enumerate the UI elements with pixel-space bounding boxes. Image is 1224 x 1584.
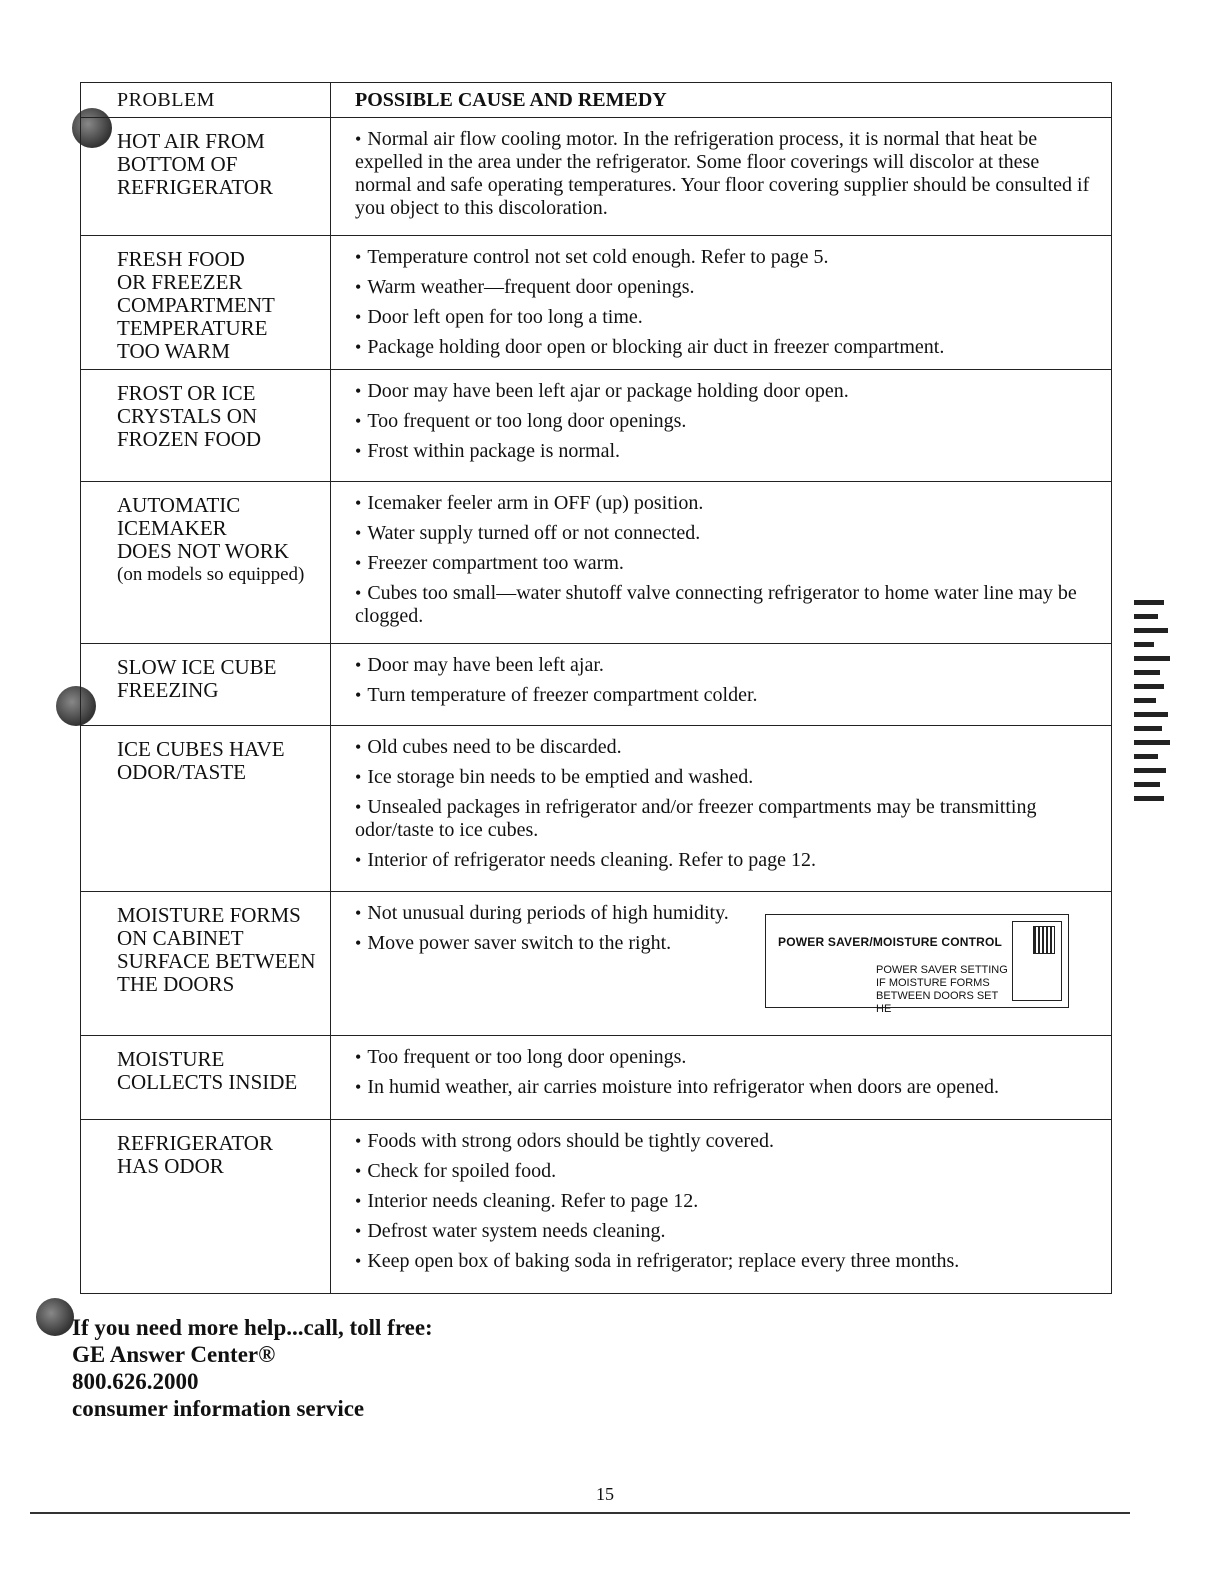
remedy-cell <box>331 482 1111 643</box>
problem-cell <box>81 644 331 725</box>
problem-text: SURFACE BETWEEN <box>117 949 316 973</box>
table-row <box>81 369 1111 481</box>
remedy-item: • Turn temperature of freezer compartment colder. <box>355 684 1097 707</box>
remedy-item: • Foods with strong odors should be tightly covered. <box>355 1130 1097 1153</box>
remedy-item: • Interior of refrigerator needs cleaning. Refer to page 12. <box>355 849 1097 872</box>
remedy-item: • Defrost water system needs cleaning. <box>355 1220 1097 1243</box>
remedy-item: • Ice storage bin needs to be emptied and washed. <box>355 766 1097 789</box>
help-line-2: GE Answer Center® <box>72 1342 276 1367</box>
power-saver-switch-icon <box>1012 921 1062 1001</box>
problem-text: FROZEN FOOD <box>117 427 262 451</box>
binder-hole-bottom <box>36 1298 74 1336</box>
problem-note: (on models so equipped) <box>117 564 305 585</box>
problem-text: ON CABINET <box>117 926 244 950</box>
problem-cell <box>81 1036 331 1119</box>
remedy-item: • Freezer compartment too warm. <box>355 552 1097 575</box>
remedy-column-header: POSSIBLE CAUSE AND REMEDY <box>355 89 667 111</box>
help-phone: 800.626.2000 <box>72 1369 199 1394</box>
remedy-item: • Warm weather—frequent door openings. <box>355 276 1097 299</box>
problem-text: BOTTOM OF <box>117 152 238 176</box>
problem-cell <box>81 118 331 235</box>
remedy-item: • Frost within package is normal. <box>355 440 1097 463</box>
problem-text: REFRIGERATOR <box>117 175 273 199</box>
problem-cell <box>81 482 331 643</box>
table-row <box>81 643 1111 725</box>
edge-marks <box>1134 600 1174 810</box>
troubleshooting-table <box>80 82 1112 1294</box>
problem-text: FRESH FOOD <box>117 247 245 271</box>
problem-text: ODOR/TASTE <box>117 760 246 784</box>
problem-cell <box>81 726 331 891</box>
problem-text: MOISTURE <box>117 1047 225 1071</box>
table-row <box>81 481 1111 643</box>
problem-cell <box>81 236 331 369</box>
remedy-item: • Water supply turned off or not connected. <box>355 522 1097 545</box>
problem-text: MOISTURE FORMS <box>117 903 301 927</box>
problem-text: HAS ODOR <box>117 1154 224 1178</box>
remedy-cell <box>331 236 1111 369</box>
table-row <box>81 235 1111 369</box>
remedy-cell <box>331 1036 1111 1119</box>
problem-text: ICE CUBES HAVE <box>117 737 285 761</box>
remedy-item: • In humid weather, air carries moisture into refrigerator when doors are opened. <box>355 1076 1097 1099</box>
page-number: 15 <box>596 1484 614 1504</box>
remedy-item: • Keep open box of baking soda in refrigerator; replace every three months. <box>355 1250 1097 1273</box>
remedy-item: • Check for spoiled food. <box>355 1160 1097 1183</box>
help-block <box>72 1314 433 1422</box>
problem-cell <box>81 1120 331 1293</box>
problem-text: REFRIGERATOR <box>117 1131 273 1155</box>
remedy-item: • Door may have been left ajar. <box>355 654 1097 677</box>
remedy-cell <box>331 644 1111 725</box>
problem-text: SLOW ICE CUBE <box>117 655 277 679</box>
remedy-item: • Old cubes need to be discarded. <box>355 736 1097 759</box>
table-row <box>81 891 1111 1035</box>
problem-cell <box>81 370 331 481</box>
remedy-item: • Door left open for too long a time. <box>355 306 1097 329</box>
problem-text: CRYSTALS ON <box>117 404 258 428</box>
table-row <box>81 725 1111 891</box>
remedy-item: • Package holding door open or blocking air duct in freezer compartment. <box>355 336 1097 359</box>
help-line-4: consumer information service <box>72 1396 365 1421</box>
power-saver-diagram <box>765 914 1069 1015</box>
remedy-item: • Move power saver switch to the right. <box>355 932 1097 955</box>
table-row <box>81 1035 1111 1119</box>
remedy-item: • Not unusual during periods of high humidity. <box>355 902 1097 925</box>
table-header-row <box>81 83 1111 117</box>
help-line-1: If you need more help...call, toll free: <box>72 1315 433 1340</box>
problem-column-header: PROBLEM <box>81 83 331 117</box>
problem-text: COLLECTS INSIDE <box>117 1070 298 1094</box>
problem-cell <box>81 892 331 1035</box>
table-row <box>81 1119 1111 1293</box>
problem-text: OR FREEZER <box>117 270 243 294</box>
remedy-item: • Too frequent or too long door openings. <box>355 410 1097 433</box>
remedy-item: • Icemaker feeler arm in OFF (up) position. <box>355 492 1097 515</box>
remedy-item: • Cubes too small—water shutoff valve connecting refrigerator to home water line may be clogged. <box>355 582 1097 628</box>
diagram-title: POWER SAVER/MOISTURE CONTROL <box>778 935 1003 949</box>
problem-text: COMPARTMENT <box>117 293 275 317</box>
problem-text: HOT AIR FROM <box>117 129 265 153</box>
remedy-item: • Unsealed packages in refrigerator and/or freezer compartments may be transmitting odor/taste to ice cubes. <box>355 796 1097 842</box>
remedy-item: • Door may have been left ajar or package holding door open. <box>355 380 1097 403</box>
remedy-cell <box>331 118 1111 235</box>
problem-text: TEMPERATURE <box>117 316 268 340</box>
remedy-item: • Temperature control not set cold enough. Refer to page 5. <box>355 246 1097 269</box>
problem-text: DOES NOT WORK <box>117 539 289 563</box>
remedy-item: • Normal air flow cooling motor. In the refrigeration process, it is normal that heat be expelled in the area under the refrigerator. Some floor coverings will discolor at these normal and safe operating temperatures. Your floor covering supplier should be consulted if you object to this discoloration. <box>355 128 1097 220</box>
remedy-cell <box>331 370 1111 481</box>
problem-text: ICEMAKER <box>117 516 227 540</box>
diagram-setting-label: POWER SAVER SETTING <box>876 964 1008 976</box>
diagram-moisture-label: IF MOISTURE FORMS BETWEEN DOORS SET HE <box>876 977 999 1015</box>
problem-text: FREEZING <box>117 678 219 702</box>
bottom-rule <box>30 1512 1130 1514</box>
switch-knob-icon <box>1033 926 1055 954</box>
table-body <box>81 117 1111 1293</box>
problem-text: TOO WARM <box>117 339 230 363</box>
remedy-cell <box>331 726 1111 891</box>
problem-text: FROST OR ICE <box>117 381 256 405</box>
table-row <box>81 117 1111 235</box>
remedy-item: • Too frequent or too long door openings. <box>355 1046 1097 1069</box>
problem-text: AUTOMATIC <box>117 493 241 517</box>
problem-text: THE DOORS <box>117 972 235 996</box>
remedy-cell <box>331 1120 1111 1293</box>
remedy-item: • Interior needs cleaning. Refer to page 12. <box>355 1190 1097 1213</box>
remedy-cell <box>331 892 1111 1035</box>
